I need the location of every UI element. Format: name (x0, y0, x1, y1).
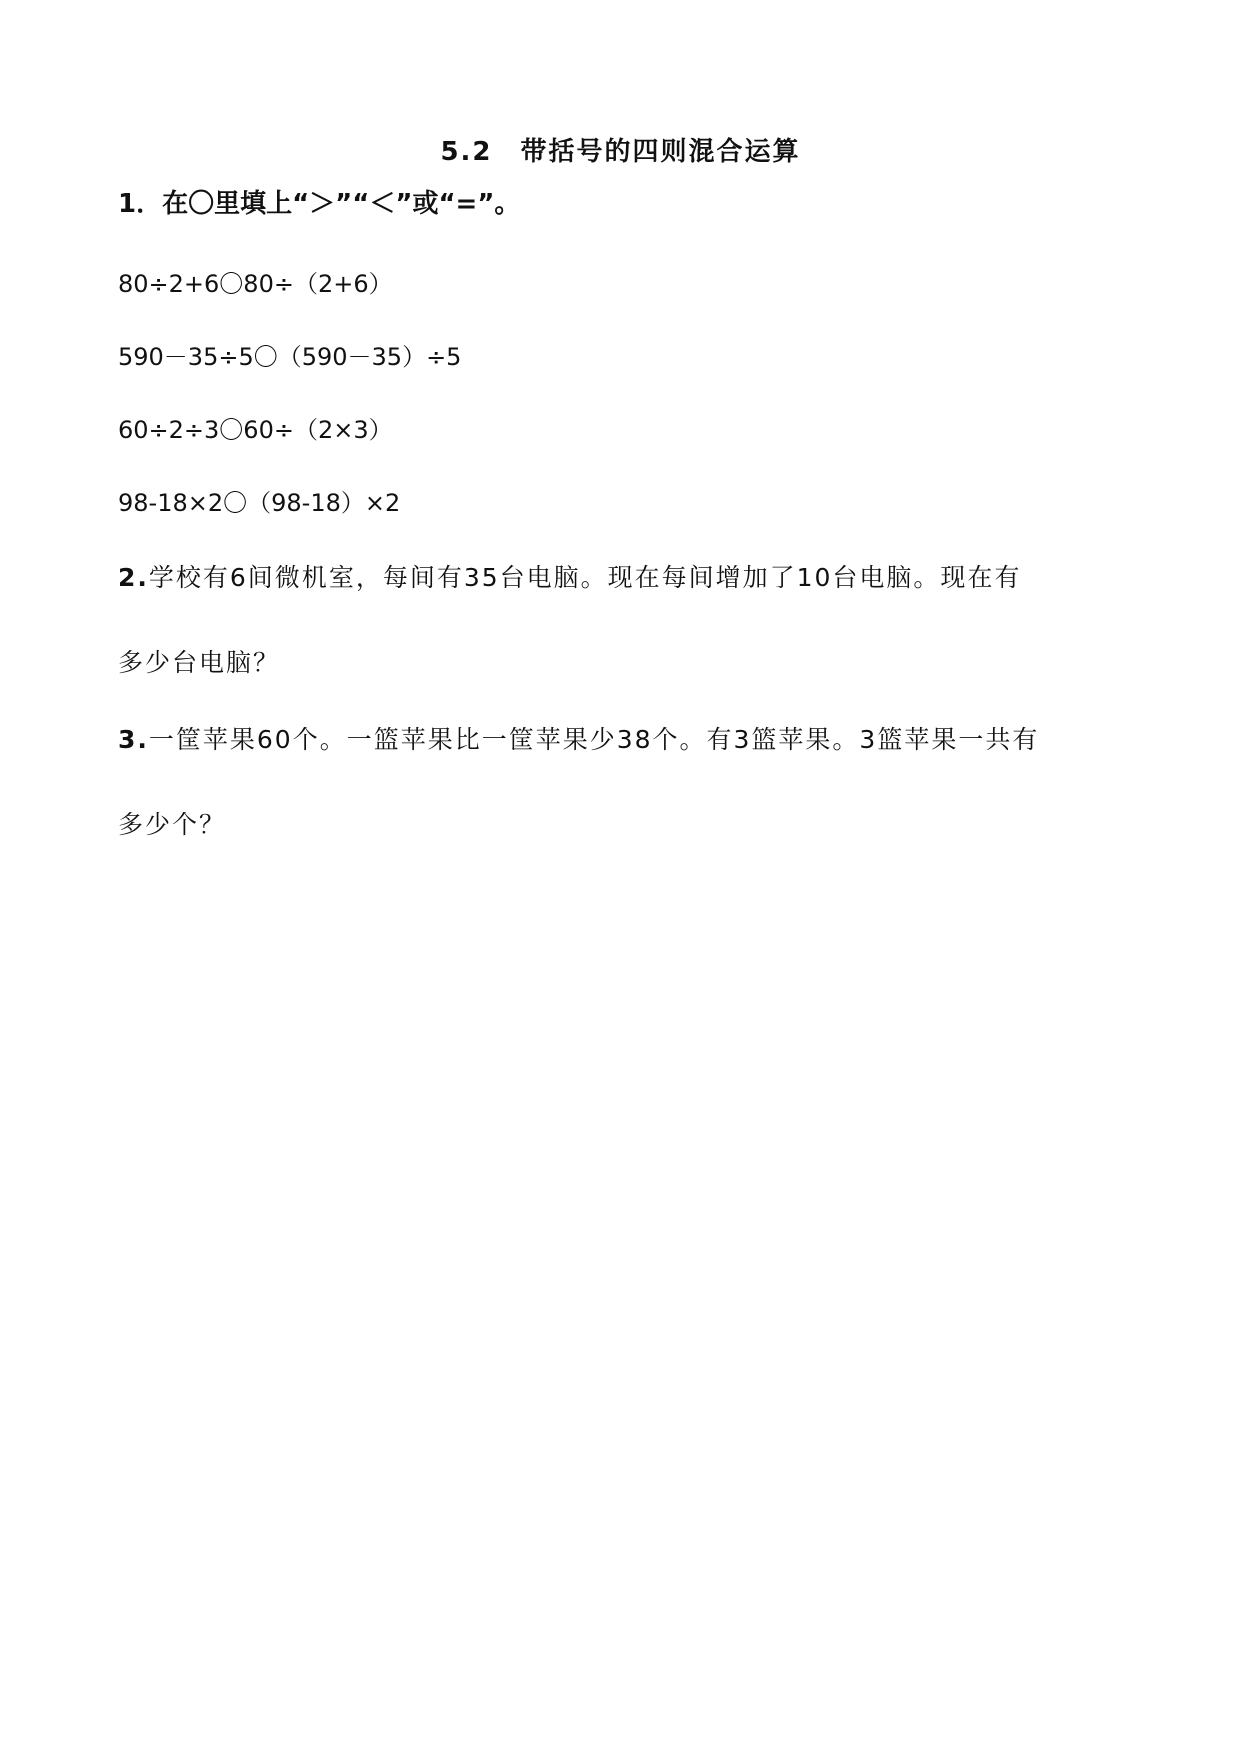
question-2-number: 2. (118, 563, 149, 592)
question-3-number: 3. (118, 725, 149, 754)
question-2-text-line-1: 学校有6间微机室，每间有35台电脑。现在每间增加了10台电脑。现在有 (148, 563, 1022, 592)
question-3-text-line-1: 一筐苹果60个。一篮苹果比一筐苹果少38个。有3篮苹果。3篮苹果一共有 (148, 725, 1040, 754)
question-2-line-1 (118, 556, 1021, 600)
question-3-line-1 (118, 718, 1039, 762)
question-2-text-line-2: 多少台电脑？ (118, 648, 281, 677)
page-title: 5.2 带括号的四则混合运算 (440, 137, 801, 167)
comparison-expression-4: 98-18×2〇（98-18）×2 (118, 489, 401, 517)
question-1-heading: 1．在〇里填上“＞”“＜”或“=”。 (118, 189, 521, 219)
comparison-expression-1: 80÷2+6〇80÷（2+6） (118, 270, 393, 298)
question-3-text-line-2: 多少个？ (118, 810, 227, 839)
comparison-expression-2: 590－35÷5〇（590－35）÷5 (118, 343, 462, 371)
comparison-expression-3: 60÷2÷3〇60÷（2×3） (118, 416, 393, 444)
